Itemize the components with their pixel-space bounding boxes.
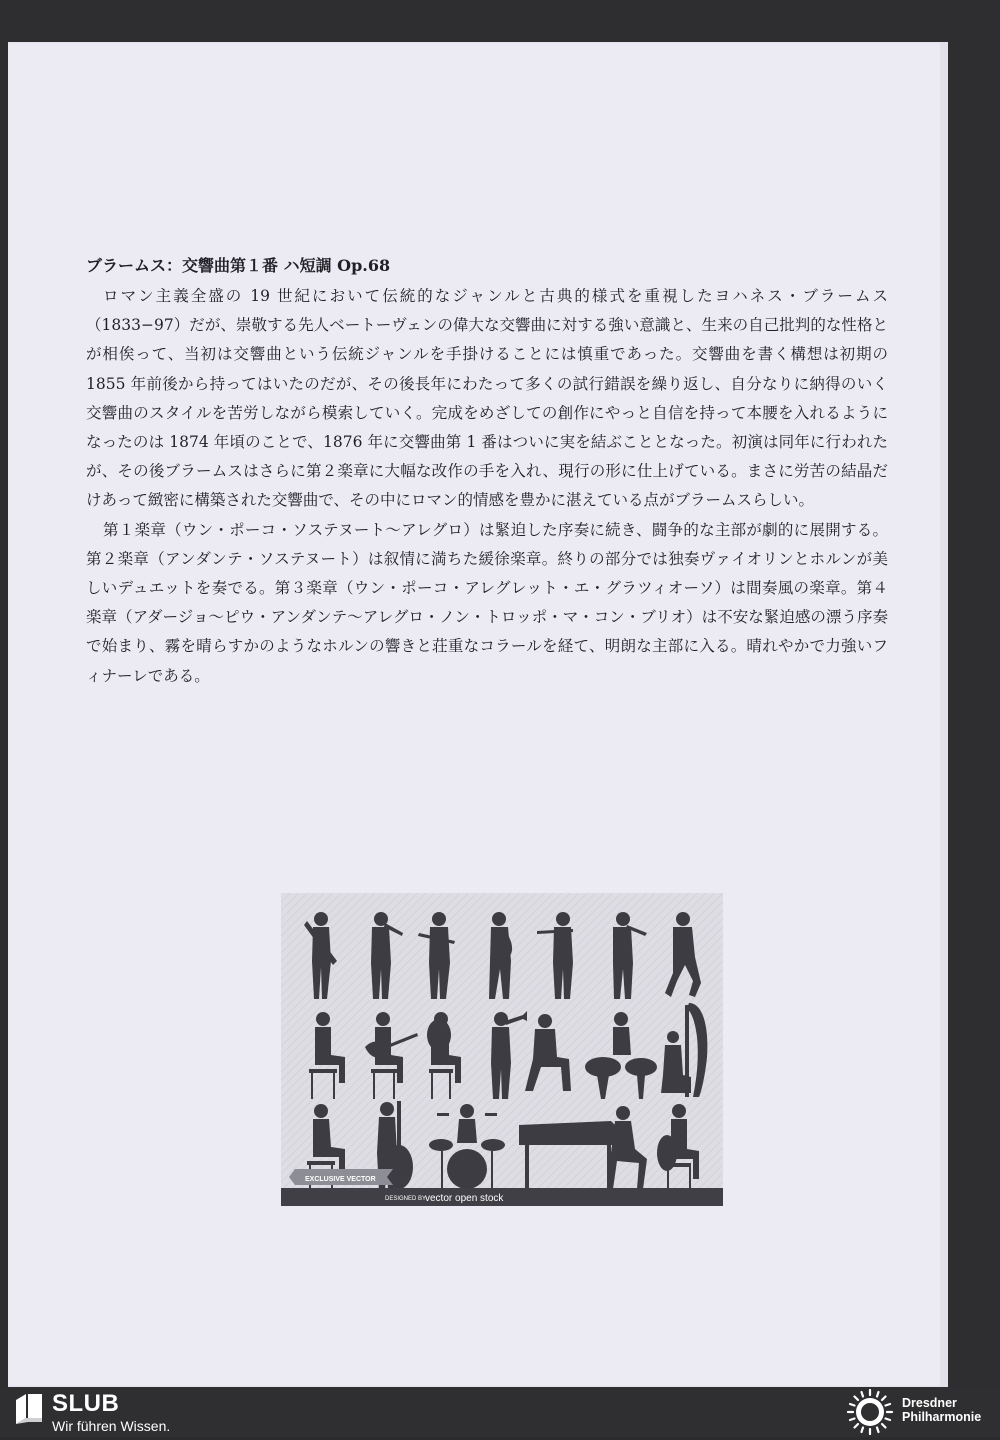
credit-prefix: DESIGNED BY — [385, 1196, 427, 1202]
paragraph-movements: 第１楽章（ウン・ポーコ・ソステヌート〜アレグロ）は緊迫した序奏に続き、闘争的な主部が劇的に展開する。第２楽章（アンダンテ・ソステヌート）は叙情に満ちた緩徐楽章。終りの部分では独奏ヴァイオリンとホルンが美しいデュエットを奏でる。第３楽章（ウン・ポーコ・アレグレット・エ・グラツィオーソ）は間奏風の楽章。第４楽章（アダージョ〜ピウ・アンダンテ〜アレグロ・ノン・トロッポ・マ・コン・ブリオ）は不安な緊迫感の漂う序奏で始まり、霧を晴らすかのようなホルンの響きと荘重なコラールを経て、明朗な主部に入る。晴れやかで力強いフィナーレである。 — [86, 520, 888, 685]
page-title: ブラームス：交響曲第１番 ハ短調 Op.68 — [86, 256, 391, 275]
musicians-silhouette-illustration — [281, 893, 723, 1206]
slub-name[interactable]: SLUB — [52, 1390, 120, 1417]
credit-ribbon — [289, 1169, 393, 1185]
paragraph-history: ロマン主義全盛の 19 世紀において伝統的なジャンルと古典的様式を重視したヨハネス・ブラームス（1833−97）だが、崇敬する先人ベートーヴェンの偉大な交響曲に対する強い意識と、生来の自己批判的な性格とが相俟って、当初は交響曲という伝統ジャンルを手掛けることには慎重であった。交響曲を書く構想は初期の 1855 年前後から持ってはいたのだが、その後長年にわたって多くの試行錯誤を繰り返し、自分なりに納得のいく交響曲のスタイルを苦労しながら模索していく。完成をめざしての創作にやっと自信を持って本腰を入れるようになったのは 1874 年頃のことで、1876 年に交響曲第 1 番はついに実を結ぶこととなった。初演は同年に行われたが、その後ブラームスはさらに第２楽章に大幅な改作の手を入れ、現行の形に仕上げている。まさに労苦の結晶だけあって緻密に構築された交響曲で、その中にロマン的情感を豊かに湛えている点がブラームスらしい。 — [86, 287, 888, 510]
partner-line-1: Dresdner — [902, 1396, 957, 1410]
dresdner-philharmonie-name[interactable] — [902, 1396, 998, 1424]
musicians-silhouettes-svg — [281, 893, 723, 1206]
dresdner-philharmonie-logo-icon[interactable] — [842, 1388, 898, 1440]
partner-line-2: Philharmonie — [902, 1410, 982, 1424]
slub-logo-icon[interactable] — [12, 1392, 46, 1432]
program-note — [86, 252, 888, 691]
credit-brand: vector open stock — [425, 1193, 504, 1204]
ribbon-text: EXCLUSIVE VECTOR — [305, 1176, 376, 1183]
paper-edge — [940, 42, 948, 1387]
slub-tagline: Wir führen Wissen. — [52, 1418, 171, 1434]
